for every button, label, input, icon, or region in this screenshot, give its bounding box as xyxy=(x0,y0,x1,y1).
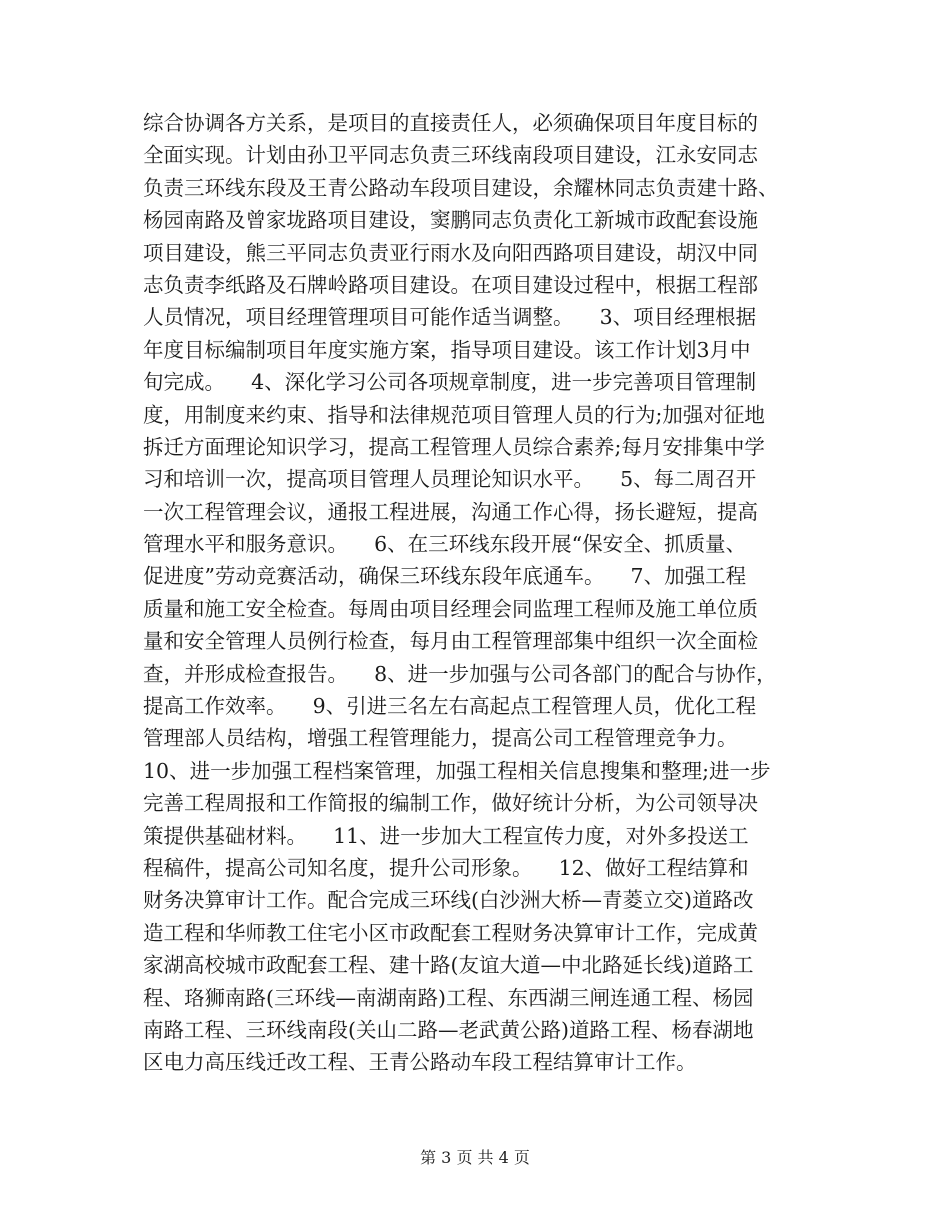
text-line: 财务决算审计工作。配合完成三环线(白沙洲大桥—青菱立交)道路改 xyxy=(143,888,754,913)
text-line: 度，用制度来约束、指导和法律规范项目管理人员的行为;加强对征地 xyxy=(143,402,765,427)
text-line: 志负责李纸路及石牌岭路项目建设。在项目建设过程中，根据工程部 xyxy=(143,272,758,297)
text-line: 10、进一步加强工程档案管理，加强工程相关信息搜集和整理;进一步 xyxy=(143,758,771,783)
text-line: 管理水平和服务意识。 6、在三环线东段开展“保安全、抓质量、 xyxy=(143,532,747,557)
text-line: 南路工程、三环线南段(关山二路—老武黄公路)道路工程、杨春湖地 xyxy=(143,1017,754,1042)
text-line: 造工程和华师教工住宅小区市政配套工程财务决算审计工作，完成黄 xyxy=(143,920,758,945)
document-body xyxy=(143,107,823,1079)
text-line: 提高工作效率。 9、引进三名左右高起点工程管理人员，优化工程 xyxy=(143,694,757,719)
text-line: 管理部人员结构，增强工程管理能力，提高公司工程管理竞争力。 xyxy=(143,726,738,751)
text-line: 负责三环线东段及王青公路动车段项目建设，余耀林同志负责建十路、 xyxy=(143,175,779,200)
text-line: 习和培训一次，提高项目管理人员理论知识水平。 5、每二周召开 xyxy=(143,467,757,492)
text-line: 一次工程管理会议，通报工程进展，沟通工作心得，扬长避短，提高 xyxy=(143,499,758,524)
text-line: 质量和施工安全检查。每周由项目经理会同监理工程师及施工单位质 xyxy=(143,596,758,621)
text-line: 完善工程周报和工作简报的编制工作，做好统计分析，为公司领导决 xyxy=(143,791,758,816)
text-line: 年度目标编制项目年度实施方案，指导项目建设。该工作计划3月中 xyxy=(143,337,751,362)
text-line: 拆迁方面理论知识学习，提高工程管理人员综合素养;每月安排集中学 xyxy=(143,434,765,459)
text-line: 量和安全管理人员例行检查，每月由工程管理部集中组织一次全面检 xyxy=(143,629,758,654)
text-line: 旬完成。 4、深化学习公司各项规章制度，进一步完善项目管理制 xyxy=(143,370,757,395)
text-line: 家湖高校城市政配套工程、建十路(友谊大道—中北路延长线)道路工 xyxy=(143,953,754,978)
text-line: 项目建设，熊三平同志负责亚行雨水及向阳西路项目建设，胡汉中同 xyxy=(143,240,758,265)
page-number-footer: 第 3 页 共 4 页 xyxy=(420,1148,530,1167)
text-line: 策提供基础材料。 11、进一步加大工程宣传力度，对外多投送工 xyxy=(143,823,749,848)
text-line: 综合协调各方关系，是项目的直接责任人，必须确保项目年度目标的 xyxy=(143,111,758,135)
text-line: 查，并形成检查报告。 8、进一步加强与公司各部门的配合与协作， xyxy=(143,661,777,686)
text-line: 人员情况，项目经理管理项目可能作适当调整。 3、项目经理根据 xyxy=(143,305,757,330)
text-line: 程稿件，提高公司知名度，提升公司形象。 12、做好工程结算和 xyxy=(143,855,749,880)
text-line: 促进度”劳动竞赛活动，确保三环线东段年底通车。 7、加强工程 xyxy=(143,564,747,589)
text-line: 程、珞狮南路(三环线—南湖南路)工程、东西湖三闸连通工程、杨园 xyxy=(143,985,754,1010)
text-line: 杨园南路及曾家垅路项目建设，窦鹏同志负责化工新城市政配套设施 xyxy=(143,208,758,233)
text-line: 全面实现。计划由孙卫平同志负责三环线南段项目建设，江永安同志 xyxy=(143,143,758,168)
text-line: 区电力高压线迁改工程、王青公路动车段工程结算审计工作。 xyxy=(143,1050,697,1075)
